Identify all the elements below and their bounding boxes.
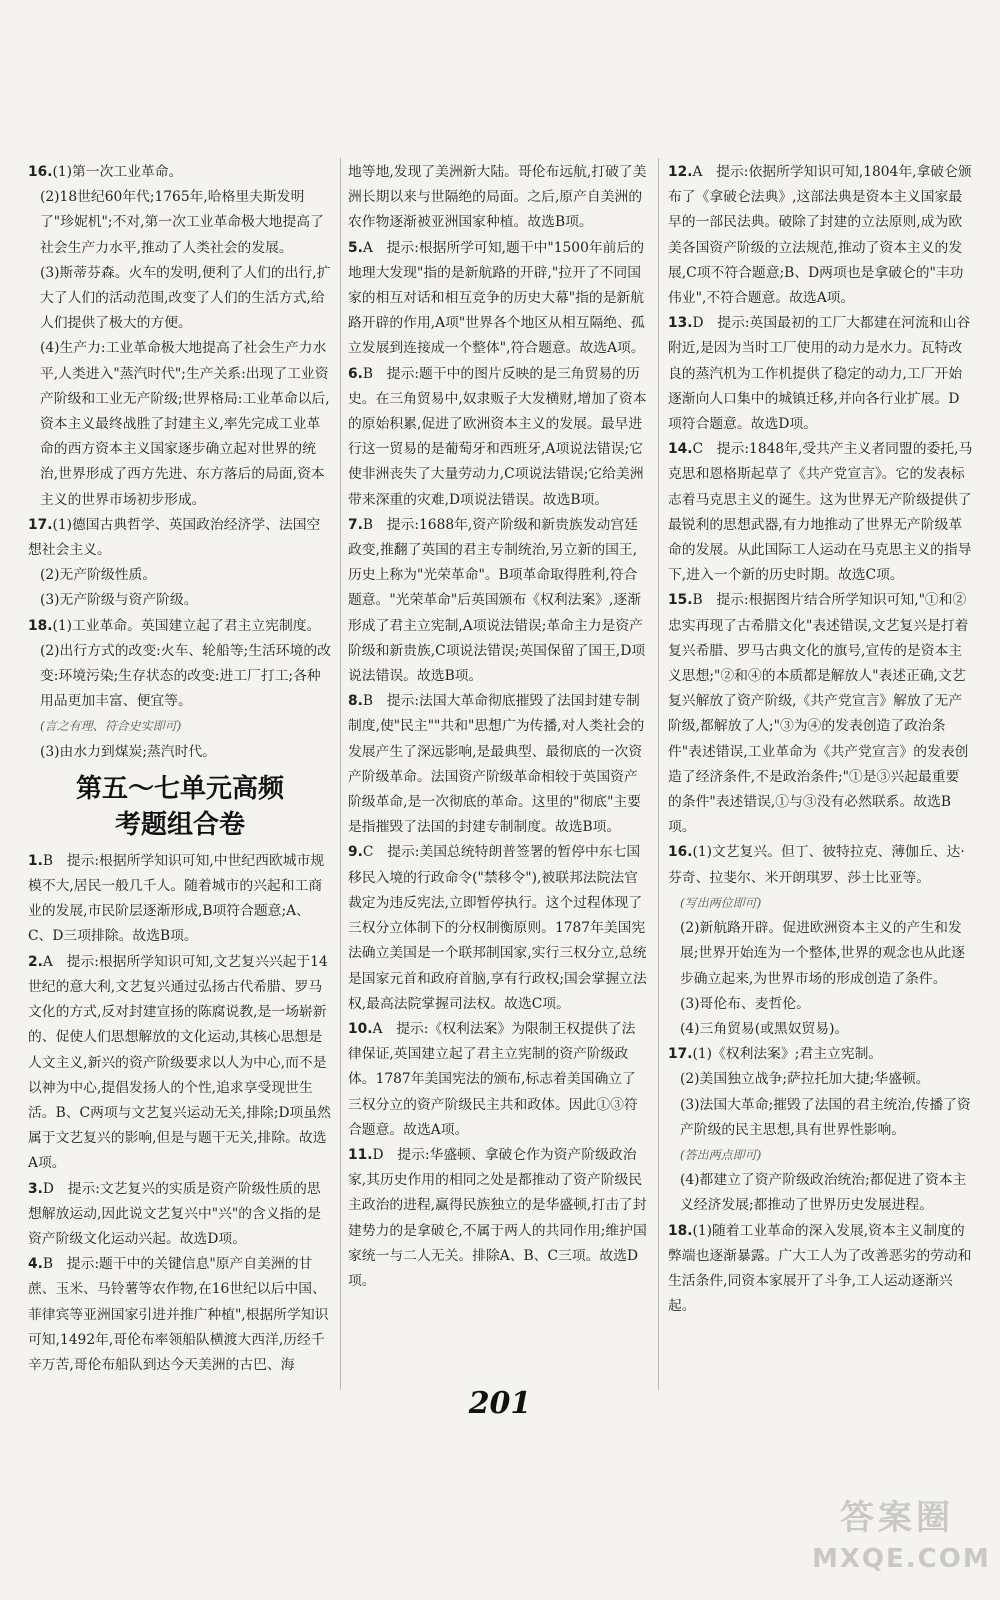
answer-line: (3)法国大革命;摧毁了法国的君主统治,传播了资产阶级的民主思想,具有世界性影响。 [680,1096,971,1138]
answer-2 [28,950,332,1177]
answer-1 [28,849,332,950]
answer-3 [28,1177,332,1253]
item-number: 3. [28,1180,43,1197]
section-title [28,771,332,843]
answer-text: C 提示:1848年,受共产主义者同盟的委托,马克思和恩格斯起草了《共产党宣言》。它的发表标志着马克思主义的诞生。这为世界无产阶级提供了最锐利的思想武器,有力地推动了世界无产阶级革命的发展。从此国际工人运动在马克思主义的指导下,进入一个新的历史时期。故选C项。 [668,441,973,584]
answer-11 [348,1143,648,1294]
answer-4 [28,1252,332,1378]
item-number: 17. [668,1046,693,1063]
answer-line: (2)新航路开辟。促进欧洲资本主义的产生和发展;世界开始连为一个整体,世界的观念也从此逐步确立起来,为世界市场的形成创造了条件。 [680,920,965,987]
answer-10 [348,1017,648,1143]
column-divider [340,158,341,1390]
answer-text: B 提示:根据所学知识可知,中世纪西欧城市规模不大,居民一般几千人。随着城市的兴起和工商业的发展,市民阶层逐渐形成,B项符合题意;A、C、D三项排除。故选B项。 [28,852,325,945]
item-number: 11. [348,1146,373,1163]
answer-text: A 提示:《权利法案》为限制王权提供了法律保证,英国建立起了君主立宪制的资产阶级政体。1787年美国宪法的颁布,标志着美国确立了三权分立的资产阶级民主共和政体。因此①③符合题意。故选A项。 [348,1020,638,1138]
item-number: 1. [28,852,43,869]
answer-text: B 提示:题干中的图片反映的是三角贸易的历史。在三角贸易中,奴隶贩子大发横财,增加了资本的原始积累,促进了欧洲资本主义的发展。最早进行这一贸易的是葡萄牙和西班牙,A项说法错误;它使非洲丧失了大量劳动力,C项说法错误;它给美洲带来深重的灾难,D项说法错误。故选B项。 [348,365,647,508]
column-right [668,160,973,1319]
item-number: 15. [668,592,693,609]
item-number: 14. [668,441,693,458]
item-number: 8. [348,693,363,710]
item-number: 16. [668,844,693,861]
watermark-logo: 答案圈 [840,1498,954,1538]
answer-16 [28,160,332,513]
answer-text: A 提示:依据所学知识可知,1804年,拿破仑颁布了《拿破仑法典》,这部法典是资本主义国家最早的一部民法典。破除了封建的立法原则,成为欧美各国资产阶级的立法规范,推动了资本主义的发展,C项不符合题意;B、D两项也是拿破仑的"丰功伟业",不符合题意。故选A项。 [668,164,972,307]
answer-line: (1)第一次工业革命。 [52,164,183,180]
answer-line: (4)生产力:工业革命极大地提高了社会生产力水平,人类进入"蒸汽时代";生产关系:出现了工业资产阶级和工业无产阶级;世界格局:工业革命以后,资本主义最终战胜了封建主义,率先完成工业革命的西方资本主义国家逐步确立起对世界的统治,世界形成了西方先进、东方落后的局面,资本主义的世界市场初步形成。 [40,340,330,508]
answer-line: (2)18世纪60年代;1765年,哈格里夫斯发明了"珍妮机";不对,第一次工业革命极大地提高了社会生产力水平,推动了人类社会的发展。 [40,189,324,256]
item-number: 13. [668,315,693,332]
answer-17 [28,513,332,614]
item-number: 17. [28,516,53,533]
answer-15 [668,588,973,840]
answer-text: D 提示:文艺复兴的实质是资产阶级性质的思想解放运动,因此说文艺复兴中"兴"的含义指的是资产阶级文化运动兴起。故选D项。 [28,1180,322,1247]
answer-line: (1)随着工业革命的深入发展,资本主义制度的弊端也逐渐暴露。广大工人为了改善恶劣的劳动和生活条件,同资本家展开了斗争,工人运动逐渐兴起。 [668,1222,972,1315]
answer-4-continued [348,160,648,236]
answer-text: A 提示:根据所学知识可知,文艺复兴兴起于14世纪的意大利,文艺复兴通过弘扬古代希腊、罗马文化的方式,反对封建宣扬的陈腐说教,是一场崭新的、促使人们思想解放的文化运动,其核心思想是人文主义,新兴的资产阶级要求以人为中心,而不是以神为中心,提倡发扬人的个性,追求享受现世生活。B、C两项与文艺复兴运动无关,排除;D项虽然属于文艺复兴的影响,但是与题干无关,排除。故选A项。 [28,953,331,1172]
answer-text: A 提示:根据所学可知,题干中"1500年前后的地理大发现"指的是新航路的开辟,"拉开了不同国家的相互对话和相互竞争的历史大幕"指的是新航路开辟的作用,A项"世界各个地区从相互隔绝、孤立发展到连接成一个整体",符合题意。故选A项。 [348,239,645,357]
item-number: 10. [348,1020,373,1037]
item-number: 6. [348,365,363,382]
answer-line: (2)无产阶级性质。 [40,567,157,584]
item-number: 9. [348,844,363,861]
answer-line: (1)工业革命。英国建立起了君主立宪制度。 [52,617,321,634]
answer-5 [348,236,648,362]
answer-9 [348,840,648,1016]
answer-text: B 提示:法国大革命彻底摧毁了法国封建专制制度,使"民主""共和"思想广为传播,对人类社会的发展产生了深远影响,是最典型、最彻底的一次资产阶级革命。法国资产阶级革命相较于英国资产阶级革命,是一次彻底的革命。这里的"彻底"主要是指摧毁了法国的封建专制制度。故选B项。 [348,693,645,836]
answer-6 [348,362,648,513]
section-title-line-2: 考题组合卷 [114,809,245,840]
grading-note: (言之有理、符合史实即可) [40,719,182,734]
answer-18 [28,614,332,765]
item-number: 2. [28,953,43,970]
watermark-url: MXQE.COM [812,1544,991,1574]
column-left [28,160,332,1378]
item-number: 12. [668,164,693,180]
column-divider [658,158,659,1390]
item-number: 18. [668,1222,693,1239]
answer-line: (1)文艺复兴。但丁、彼特拉克、薄伽丘、达·芬奇、拉斐尔、米开朗琪罗、莎士比亚等。 [668,844,965,886]
column-middle [348,160,648,1294]
answer-text: B 提示:1688年,资产阶级和新贵族发动宫廷政变,推翻了英国的君主专制统治,另立新的国王,历史上称为"光荣革命"。B项革命取得胜利,符合题意。"光荣革命"后英国颁布《权利法案》,逐渐形成了君主立宪制,A项说法错误;革命主力是资产阶级和新贵族,C项说法错误;英国保留了国王,D项说法错误。故选B项。 [348,516,646,685]
item-number: 5. [348,239,363,256]
grading-note: (写出两位即可) [680,895,762,910]
answer-line: (2)出行方式的改变:火车、轮船等;生活环境的改变:环境污染;生存状态的改变:进工厂打工;各种用品更加丰富、便宜等。 [40,642,331,710]
answer-18-right [668,1219,973,1320]
item-number: 7. [348,516,363,533]
answer-text: D 提示:英国最初的工厂大都建在河流和山谷附近,是因为当时工厂使用的动力是水力。瓦特改良的蒸汽机为工作机提供了稳定的动力,工厂开始逐渐向人口集中的城镇迁移,并向各行业扩展。D项符合题意。故选D项。 [668,315,971,433]
answer-text: B 提示:根据图片结合所学知识可知,"①和②忠实再现了古希腊文化"表述错误,文艺复兴是打着复兴希腊、罗马古典文化的旗号,宣传的是资本主义思想;"②和④的本质都是解放人"表述正确,文艺复兴解放了资产阶级,《共产党宣言》解放了无产阶级,都解放了人;"③为④的发表创造了政治条件"表述错误,工业革命为《共产党宣言》的发表创造了经济条件,不是政治条件;"①是③兴起最重要的条件"表述错误,①与③没有必然联系。故选B项。 [668,592,969,836]
answer-text: 地等地,发现了美洲新大陆。哥伦布远航,打破了美洲长期以来与世隔绝的局面。之后,原产自美洲的农作物逐渐被亚洲国家种植。故选B项。 [348,164,647,231]
page-number: 201 [468,1386,532,1421]
item-number: 4. [28,1256,43,1273]
answer-line: (2)美国独立战争;萨拉托加大捷;华盛顿。 [680,1071,930,1088]
answer-line: (3)哥伦布、麦哲伦。 [680,995,810,1012]
answer-line: (4)都建立了资产阶级政治统治;都促进了资本主义经济发展;都推动了世界历史发展进程。 [680,1172,967,1214]
answer-13 [668,311,973,437]
item-number: 16. [28,164,53,180]
answer-line: (3)斯蒂芬森。火车的发明,便利了人们的出行,扩大了人们的活动范围,改变了人们的生活方式,给人们提供了极大的方便。 [40,264,331,332]
item-number: 18. [28,617,53,634]
answer-12 [668,160,973,311]
answer-line: (1)《权利法案》;君主立宪制。 [692,1046,883,1063]
answer-14 [668,437,973,588]
watermark [812,1494,991,1582]
grading-note: (答出两点即可) [680,1147,762,1162]
answer-8 [348,689,648,840]
section-title-line-1: 第五～七单元高频 [75,773,284,804]
answer-line: (3)无产阶级与资产阶级。 [40,592,198,609]
answer-line: (1)德国古典哲学、英国政治经济学、法国空想社会主义。 [28,516,321,559]
answer-text: B 提示:题干中的关键信息"原产自美洲的甘蔗、玉米、马铃薯等农作物,在16世纪以后中国、菲律宾等亚洲国家引进并推广种植",根据所学知识可知,1492年,哥伦布率领船队横渡大西洋,历经千辛万苦,哥伦布船队到达今天美洲的古巴、海 [28,1256,329,1373]
answer-17-right [668,1042,973,1218]
answer-7 [348,513,648,689]
answer-16-right [668,840,973,1042]
answer-line: (4)三角贸易(或黑奴贸易)。 [680,1020,849,1037]
answer-line: (3)由水力到煤炭;蒸汽时代。 [40,743,216,760]
answer-text: C 提示:美国总统特朗普签署的暂停中东七国移民入境的行政命令("禁移令"),被联邦法院法官裁定为违反宪法,立即暂停执行。这个过程体现了三权分立体制下的分权制衡原则。1787年美国宪法确立美国是一个联邦制国家,实行三权分立,总统是国家元首和政府首脑,享有行政权;国会掌握立法权,最高法院掌握司法权。故选C项。 [348,844,647,1012]
answer-text: D 提示:华盛顿、拿破仑作为资产阶级政治家,其历史作用的相同之处是都推动了资产阶级民主政治的进程,赢得民族独立的是华盛顿,打击了封建势力的是拿破仑,不属于两人的共同作用;维护国家统一与二人无关。排除A、B、C三项。故选D项。 [348,1146,647,1289]
